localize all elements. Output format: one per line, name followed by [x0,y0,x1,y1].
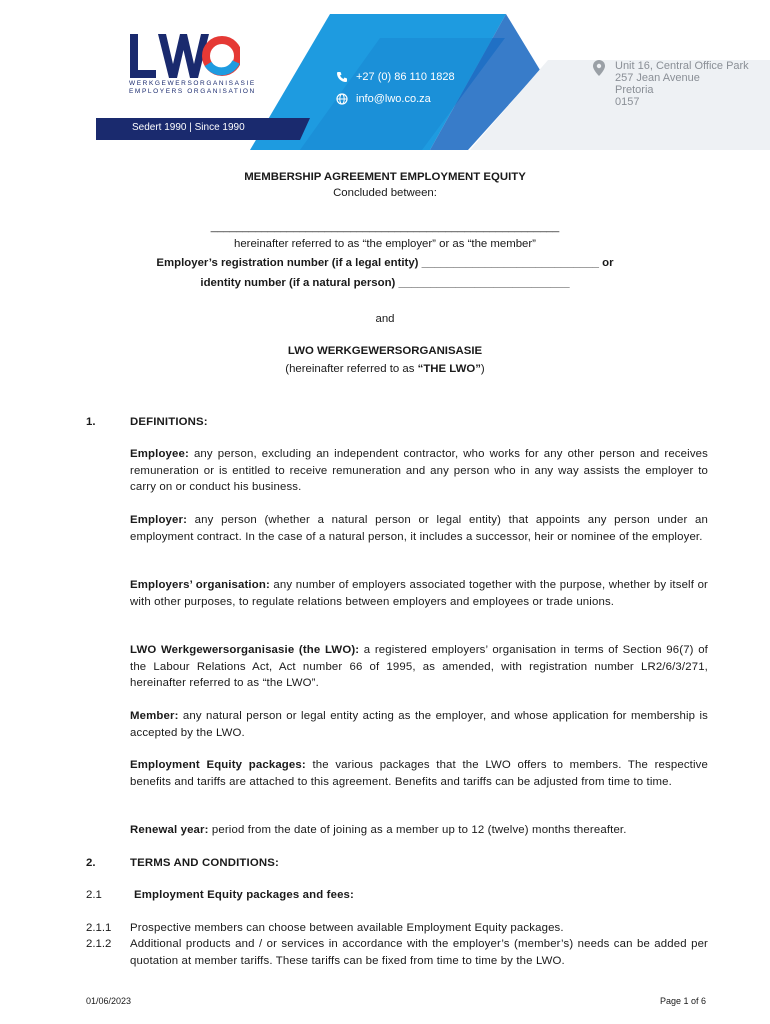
section-2-1-1-text: Prospective members can choose between available Employment Equity packages. [130,922,564,934]
section-2-1-1-number: 2.1.1 [86,922,112,934]
definition-lwo: LWO Werkgewersorganisasie (the LWO): a registered employers’ organisation in terms of Section 96(7) of the Labour Relations Act, Act number 66 of 1995, as amended, with registration number LR2/6/3/271, hereinafter referred to as “the LWO”. [130,644,708,689]
phone-row [336,66,455,88]
definition-ee-packages: Employment Equity packages: the various packages that the LWO offers to members. The respective benefits and tariffs are attached to this agreement. Benefits and tariffs can be adjusted from time to time. [130,759,709,788]
registration-number-line: Employer’s registration number (if a legal entity) ____________________________ or [156,257,614,269]
contact-block [336,66,455,110]
email-row [336,88,455,110]
and-text: and [375,313,395,325]
definition-employee: Employee: any person, excluding an independent contractor, who works for any other person and receives remuneration or is entitled to receive remuneration and any person who in any way assists the employer to carry on or conduct his business. [130,448,708,493]
section-2-number: 2. [86,857,96,869]
email-link[interactable]: info@lwo.co.za [356,93,431,105]
section-2-1-title: Employment Equity packages and fees: [134,889,354,901]
lwo-reference: (hereinafter referred to as “THE LWO”) [285,363,485,375]
lwo-name: LWO WERKGEWERSORGANISASIE [287,345,483,357]
section-1-title: DEFINITIONS: [130,416,208,428]
hereinafter-employer: hereinafter referred to as “the employer” or as “the member” [234,238,536,250]
section-1-number: 1. [86,416,96,428]
lwo-logo [128,32,240,80]
section-2-1-2-text: Additional products and / or services in accordance with the employer’s (member’s) needs can be added per quotation at member tariffs. These tariffs can be fixed from time to time by the LWO. [130,938,708,967]
employer-name-blank: _______________________________________________________ [210,221,560,233]
document-title: MEMBERSHIP AGREEMENT EMPLOYMENT EQUITY [244,171,526,183]
phone-icon [336,71,348,83]
section-2-1-number: 2.1 [86,889,102,901]
phone-number[interactable]: +27 (0) 86 110 1828 [356,71,455,83]
section-2-title: TERMS AND CONDITIONS: [130,857,279,869]
definition-employers-organisation: Employers’ organisation: any number of employers associated together with the purpose, whether by itself or with other purposes, to regulate relations between employers and employees or trade unions. [130,579,708,608]
definition-member: Member: any natural person or legal entity acting as the employer, and whose application for membership is accepted by the LWO. [130,710,708,739]
definition-renewal-year: Renewal year: period from the date of joining as a member up to 12 (twelve) months thereafter. [130,824,627,836]
location-pin-icon [593,60,605,76]
section-2-1-2-number: 2.1.2 [86,938,112,950]
letterhead [0,0,770,150]
globe-icon [336,93,348,105]
since-text: Sedert 1990 | Since 1990 [132,122,245,133]
logo-subtitle: WERKGEWERSORGANISASIE EMPLOYERS ORGANISATION [129,80,256,95]
address-block: Unit 16, Central Office Park 257 Jean Avenue Pretoria 0157 [615,60,749,108]
footer-page-number: Page 1 of 6 [660,996,707,1006]
identity-number-line: identity number (if a natural person) ___________________________ [200,277,570,289]
definition-employer: Employer: any person (whether a natural person or legal entity) that appoints any person under an employment contract. In the case of a natural person, it includes a successor, heir or nominee of the employer. [130,514,708,543]
footer-date: 01/06/2023 [86,996,132,1006]
concluded-between: Concluded between: [333,187,437,199]
